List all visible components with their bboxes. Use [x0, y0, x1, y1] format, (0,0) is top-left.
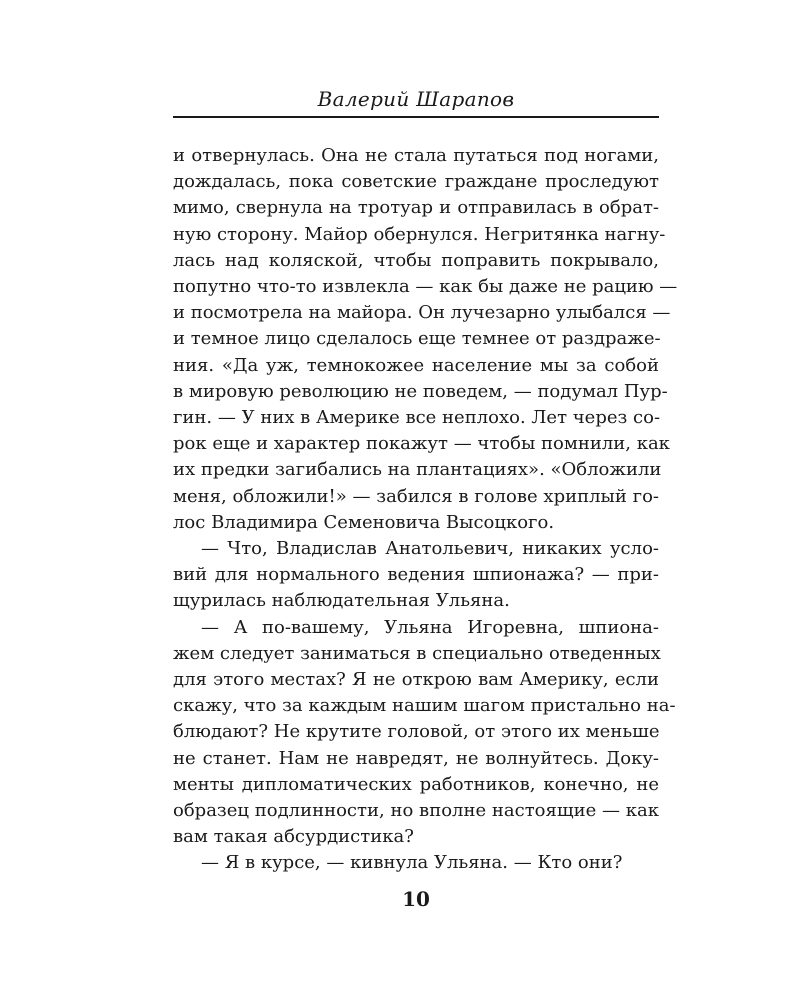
text-line: их предки загибались на плантациях». «Обложили — [173, 459, 662, 481]
text-line: жем следует заниматься в специально отведенных — [173, 642, 661, 664]
text-line: меня, обложили!» — забился в голове хриплый го- — [173, 485, 659, 507]
text-line: ную сторону. Майор обернулся. Негритянка нагну- — [173, 223, 666, 245]
text-line: для этого местах? Я не открою вам Америку, если — [173, 669, 659, 691]
text-line: не станет. Нам не навредят, не волнуйтесь. Доку- — [173, 747, 659, 769]
text-line: и отвернулась. Она не стала путаться под ногами, — [173, 145, 659, 166]
text-line: вий для нормального ведения шпионажа? — при- — [173, 564, 659, 586]
text-line: вам такая абсурдистика? — [173, 826, 414, 848]
text-line: ния. «Да уж, темнокожее население мы за собой — [173, 354, 659, 376]
text-line: лос Владимира Семеновича Высоцкого. — [173, 511, 555, 533]
text-line: в мировую революцию не поведем, — подумал Пур- — [173, 380, 668, 402]
header-rule — [173, 116, 659, 118]
text-line: — Я в курсе, — кивнула Ульяна. — Кто они? — [201, 852, 623, 874]
text-line: лась над коляской, чтобы поправить покрывало, — [173, 249, 659, 271]
text-line: блюдают? Не крутите головой, от этого их меньше — [173, 721, 660, 743]
text-line: попутно что-то извлекла — как бы даже не рацию — — [173, 276, 678, 298]
text-line: и посмотрела на майора. Он лучезарно улыбался — — [173, 302, 671, 324]
text-line: рок еще и характер покажут — чтобы помнили, как — [173, 433, 670, 455]
text-line: мимо, свернула на тротуар и отправилась в обрат- — [173, 197, 659, 219]
body-text — [173, 143, 678, 877]
text-line: гин. — У них в Америке все неплохо. Лет через со- — [173, 407, 661, 429]
text-line: и темное лицо сделалось еще темнее от раздраже- — [173, 328, 661, 350]
running-head-author: Валерий Шарапов — [317, 87, 515, 111]
text-line: менты дипломатических работников, конечно, не — [173, 773, 659, 795]
text-line: — Что, Владислав Анатольевич, никаких усло- — [201, 538, 659, 560]
page-number: 10 — [402, 887, 430, 911]
text-line: скажу, что за каждым нашим шагом пристально на- — [173, 695, 676, 717]
text-line: образец подлинности, но вполне настоящие — как — [173, 800, 659, 822]
text-line: дождалась, пока советские граждане проследуют — [173, 171, 659, 193]
text-line: щурилась наблюдательная Ульяна. — [173, 590, 510, 612]
text-line: — А по-вашему, Ульяна Игоревна, шпиона- — [201, 616, 659, 638]
